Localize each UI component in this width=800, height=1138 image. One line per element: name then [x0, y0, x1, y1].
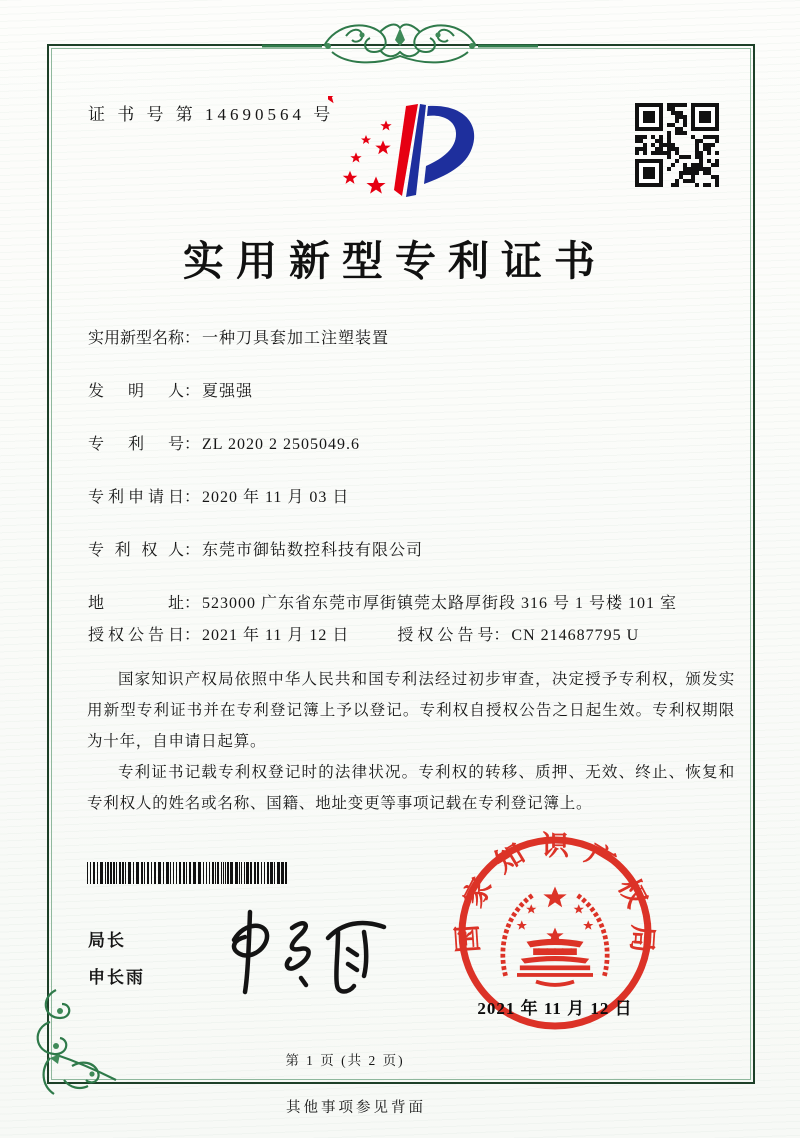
legal-paragraph-1: 国家知识产权局依照中华人民共和国专利法经过初步审查，决定授予专利权，颁发实用新型专利证书并在专利登记簿上予以登记。专利权自授权公告之日起生效。专利权期限为十年，自申请日起算。	[87, 671, 735, 750]
qr-code-icon	[633, 101, 721, 189]
field-label: 专 利 权 人	[88, 542, 184, 559]
field-list	[88, 326, 730, 676]
seal-date: 2021 年 11 月 12 日	[477, 999, 633, 1018]
certificate-number: 证 书 号 第 14690564 号	[88, 105, 335, 124]
field-label: 实用新型名称	[88, 330, 184, 347]
handwritten-signature-icon	[192, 902, 397, 1002]
field-label: 地 址	[88, 595, 184, 612]
legal-paragraph-2: 专利证书记载专利权登记时的法律状况。专利权的转移、质押、无效、终止、恢复和专利权人的姓名或名称、国籍、地址变更等事项记载在专利登记簿上。	[87, 764, 735, 812]
patentee-value: 东莞市御钻数控科技有限公司	[202, 542, 424, 559]
barcode-icon	[85, 862, 295, 885]
top-scroll-ornament-icon	[262, 6, 538, 78]
field-row-address: 地 址 ： 523000 广东省东莞市厚街镇莞太路厚街段 316 号 1 号楼 101 室	[88, 591, 730, 617]
field-row-patent-name: 实用新型名称 ： 一种刀具套加工注塑装置	[88, 326, 730, 352]
corner-flourish-icon	[20, 988, 124, 1104]
grant-number-value: CN 214687795 U	[511, 627, 640, 644]
patent-name-value: 一种刀具套加工注塑装置	[202, 330, 390, 347]
field-label: 授权公告日	[88, 627, 184, 644]
seal-org-text: 国家知识产权局	[452, 831, 658, 954]
back-note: 其他事项参见背面	[286, 1100, 426, 1116]
filing-date-value: 2020 年 11 月 03 日	[202, 489, 350, 506]
field-row-filing-date: 专利申请日 ： 2020 年 11 月 03 日	[88, 485, 730, 511]
field-label: 专 利 号	[88, 436, 184, 453]
signer-name: 申长雨	[88, 968, 145, 987]
address-value: 523000 广东省东莞市厚街镇莞太路厚街段 316 号 1 号楼 101 室	[202, 595, 678, 612]
cnipa-logo-icon	[328, 96, 496, 208]
page-indicator: 第 1 页 (共 2 页)	[285, 1053, 405, 1068]
field-row-patent-number: 专 利 号 ： ZL 2020 2 2505049.6	[88, 432, 730, 458]
field-row-inventor: 发 明 人 ： 夏强强	[88, 379, 730, 405]
legal-body-text	[87, 664, 735, 819]
field-row-grant: 授权公告日 ： 2021 年 11 月 12 日 授权公告号 ： CN 214687795 U	[88, 623, 730, 649]
certificate-title: 实用新型专利证书	[183, 238, 607, 284]
signer-title: 局长	[88, 931, 126, 950]
grant-date-value: 2021 年 11 月 12 日	[202, 627, 350, 644]
field-row-patentee: 专 利 权 人 ： 东莞市御钻数控科技有限公司	[88, 538, 730, 564]
field-label: 专利申请日	[88, 489, 184, 506]
field-label: 发 明 人	[88, 383, 184, 400]
patent-number-value: ZL 2020 2 2505049.6	[202, 436, 360, 453]
field-label: 授权公告号	[397, 627, 494, 644]
signer-block	[88, 926, 145, 1000]
inventor-value: 夏强强	[202, 383, 254, 400]
field-pair-grant-number: 授权公告号 ： CN 214687795 U	[397, 623, 639, 649]
national-emblem	[503, 886, 607, 984]
